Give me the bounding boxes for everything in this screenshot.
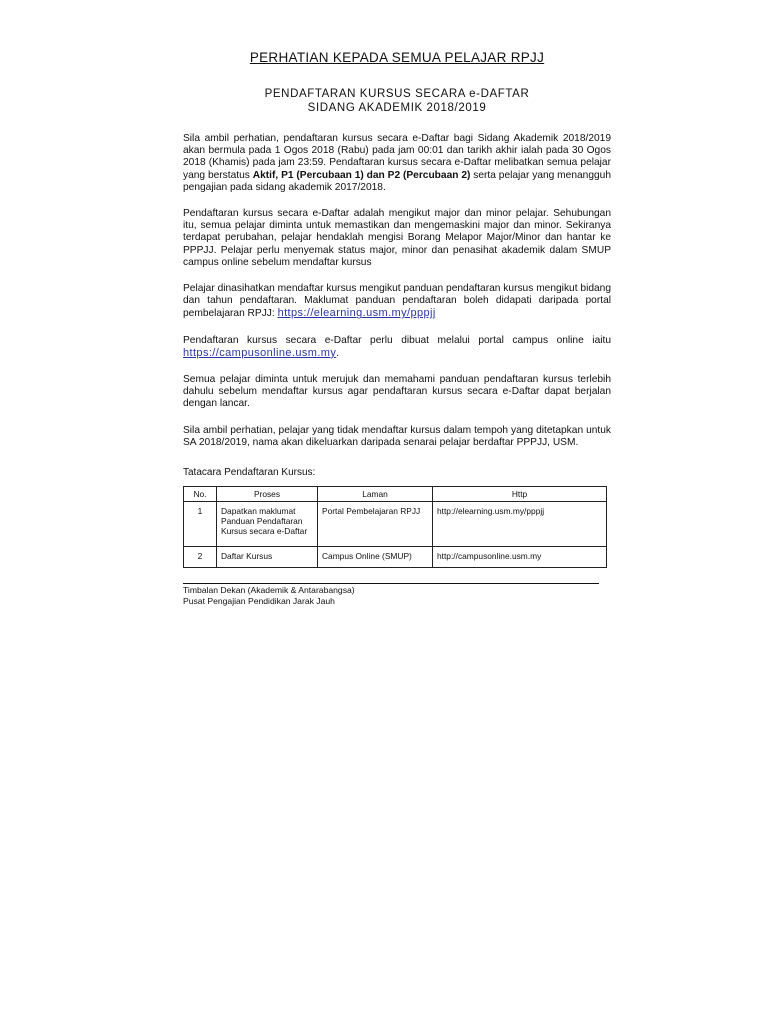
cell-no: 2	[184, 547, 217, 568]
notice-title: PERHATIAN KEPADA SEMUA PELAJAR RPJJ	[249, 50, 545, 65]
table-caption: Tatacara Pendaftaran Kursus:	[183, 467, 316, 479]
cell-http: http://elearning.usm.my/pppjj	[433, 502, 607, 547]
table-header-row	[184, 487, 607, 502]
p4-text: Pendaftaran kursus secara e-Daftar perlu dibuat melalui portal campus online iaitu	[183, 334, 611, 346]
paragraph-major-minor: Pendaftaran kursus secara e-Daftar adalah mengikut major dan minor pelajar. Sehubungan itu, semua pelajar diminta untuk memastikan dan mengemaskini major dan minor. Sekiranya terdapat perubahan, pelajar hendaklah mengisi Borang Melapor Major/Minor dan hantar ke PPPJJ. Pelajar perlu menyemak status major, minor dan penasihat akademik dalam SMUP campus online sebelum mendaftar kursus	[183, 208, 611, 268]
table-row	[184, 502, 607, 547]
notice-page	[183, 50, 611, 606]
p1-text: Sila ambil perhatian, pendaftaran kursus secara e-Daftar bagi Sidang Akademik 2018/2019 akan bermula pada 1 Ogos 2018 (Rabu) pada jam 00:01 dan tarikh akhir ialah pada 30 Ogos 2018 (Khamis) pada jam 23:59. Pendaftaran kursus secara e-Daftar melibatkan semua pelajar yang berstatus	[183, 133, 611, 181]
header-laman: Laman	[318, 487, 433, 502]
p4-tail: .	[336, 347, 340, 359]
signature-line-1: Timbalan Dekan (Akademik & Antarabangsa)	[183, 585, 355, 596]
paragraph-registration-period	[183, 133, 611, 194]
p3-text: Pelajar dinasihatkan mendaftar kursus mengikut panduan pendaftaran kursus mengikut bidang dan tahun pendaftaran. Maklumat panduan pendaftaran boleh didapati daripada portal pembelajaran RPJJ:	[183, 283, 611, 320]
table-row	[184, 547, 607, 568]
paragraph-guide	[183, 283, 611, 321]
header-http: Http	[433, 487, 607, 502]
cell-proses: Dapatkan maklumat Panduan Pendaftaran Kursus secara e-Daftar	[217, 502, 318, 547]
cell-no: 1	[184, 502, 217, 547]
paragraph-warning: Sila ambil perhatian, pelajar yang tidak mendaftar kursus dalam tempoh yang ditetapkan untuk SA 2018/2019, nama akan dikeluarkan daripada senarai pelajar berdaftar PPPJJ, USM.	[183, 424, 611, 448]
notice-subtitle	[183, 87, 611, 115]
cell-laman: Campus Online (SMUP)	[318, 547, 433, 568]
cell-http: http://campusonline.usm.my	[433, 547, 607, 568]
campusonline-link[interactable]: https://campusonline.usm.my	[183, 346, 337, 359]
p1-tail: serta pelajar yang menangguh pengajian pada sidang akademik 2017/2018.	[183, 169, 611, 193]
cell-laman: Portal Pembelajaran RPJJ	[318, 502, 433, 547]
paragraph-refer-guide: Semua pelajar diminta untuk merujuk dan memahami panduan pendaftaran kursus terlebih dahulu sebelum mendaftar kursus agar pendaftaran kursus secara e-Daftar dapat berjalan dengan lancar.	[183, 374, 611, 410]
p1-bold-status: Aktif, P1 (Percubaan 1) dan P2 (Percubaan 2)	[252, 169, 471, 181]
signature-line-2: Pusat Pengajian Pendidikan Jarak Jauh	[183, 595, 335, 606]
paragraph-campus-online	[183, 335, 611, 360]
elearning-link[interactable]: https://elearning.usm.my/pppjj	[277, 307, 436, 320]
signature-block	[183, 585, 611, 606]
cell-proses: Daftar Kursus	[217, 547, 318, 568]
signature-rule	[183, 583, 599, 584]
header-no: No.	[184, 487, 217, 502]
subtitle-line-2: SIDANG AKADEMIK 2018/2019	[307, 102, 487, 114]
registration-procedure-table	[183, 486, 607, 568]
subtitle-line-1: PENDAFTARAN KURSUS SECARA e-DAFTAR	[264, 88, 530, 100]
header-proses: Proses	[217, 487, 318, 502]
